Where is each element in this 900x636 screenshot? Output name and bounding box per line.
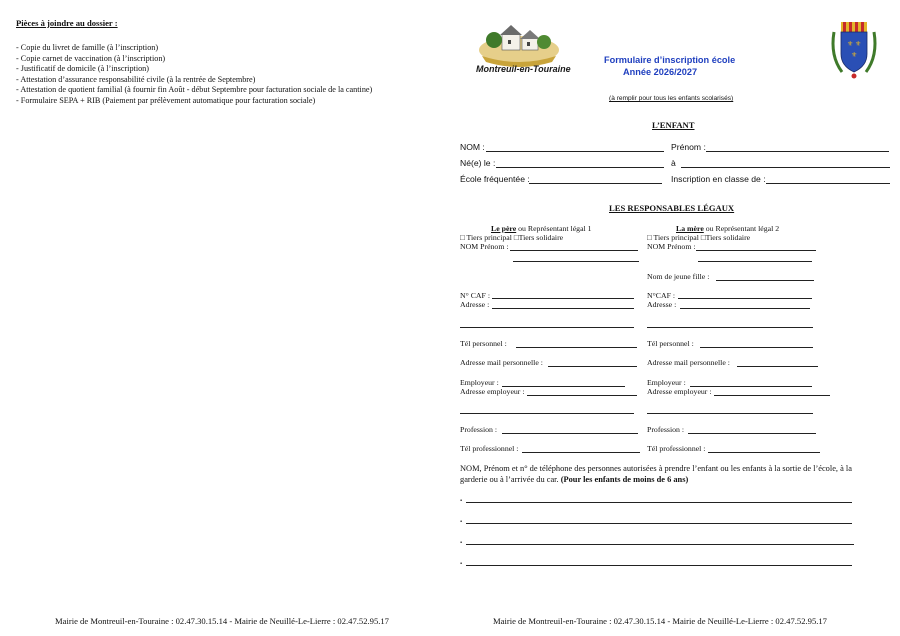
mother-profession-field[interactable] <box>688 433 816 434</box>
father-nom-prenom-label: NOM Prénom : <box>460 242 509 251</box>
coat-of-arms-icon <box>828 18 880 82</box>
father-tel-perso-label: Tél personnel : <box>460 339 507 348</box>
guardians-section-title: LES RESPONSABLES LÉGAUX <box>609 203 735 213</box>
authorized-bullet: . <box>460 535 463 545</box>
mother-tel-perso-label: Tél personnel : <box>647 339 694 348</box>
list-item: - Justificatif de domicile (à l’inscription) <box>16 64 150 73</box>
child-section-title: L’ENFANT <box>652 120 695 130</box>
authorized-bullet: . <box>460 514 463 524</box>
mother-title <box>676 224 779 233</box>
mother-tel-perso-field[interactable] <box>700 347 813 348</box>
father-profession-label: Profession : <box>460 425 498 434</box>
father-employer-address-field-2[interactable] <box>460 413 634 414</box>
authorized-text-bold: (Pour les enfants de moins de 6 ans) <box>560 475 689 484</box>
father-address-label: Adresse : <box>460 300 490 309</box>
mother-address-label: Adresse : <box>647 300 677 309</box>
form-title: Formulaire d’inscription école <box>604 55 736 65</box>
authorized-text-start: garderie ou à l’arrivée du car. <box>460 475 561 484</box>
svg-text:⚜: ⚜ <box>851 51 858 59</box>
father-title <box>491 224 592 233</box>
father-nom-prenom-field[interactable] <box>510 250 638 251</box>
form-note: (à remplir pour tous les enfants scolarisés) <box>609 95 734 102</box>
father-employer-address-label: Adresse employeur : <box>460 387 525 396</box>
mother-caf-label: N°CAF : <box>647 291 676 300</box>
child-prenom-field[interactable] <box>706 151 889 152</box>
form-year: Année 2026/2027 <box>623 67 698 77</box>
right-footer: Mairie de Montreuil-en-Touraine : 02.47.30.15.14 - Mairie de Neuillé-Le-Lierre : 02.47.52.95.17 <box>493 616 827 626</box>
mother-nom-prenom-field[interactable] <box>696 250 816 251</box>
child-school-field[interactable] <box>529 183 662 184</box>
svg-text:⚜: ⚜ <box>847 40 854 48</box>
authorized-bullet: . <box>460 556 463 566</box>
father-address-field[interactable] <box>492 308 634 309</box>
mother-title-rest: ou Représentant légal 2 <box>703 224 780 233</box>
authorized-bullet: . <box>460 493 463 503</box>
mother-mail-field[interactable] <box>737 366 818 367</box>
mother-employer-address-field[interactable] <box>714 395 830 396</box>
father-address-field-2[interactable] <box>460 327 634 328</box>
documents-heading: Pièces à joindre au dossier : <box>16 18 118 28</box>
mother-employer-label: Employeur : <box>647 378 686 387</box>
father-mail-field[interactable] <box>548 366 637 367</box>
mother-nom-prenom-field-2[interactable] <box>698 261 812 262</box>
father-tiers-options[interactable]: □ Tiers principal □Tiers solidaire <box>460 233 564 242</box>
coat-of-arms <box>828 18 880 82</box>
list-item: - Attestation de quotient familial (à fournir fin Août - début Septembre pour facturation sociale de la cantine) <box>16 85 373 94</box>
mother-profession-label: Profession : <box>647 425 685 434</box>
authorized-person-field-2[interactable] <box>466 523 852 524</box>
list-item: - Formulaire SEPA + RIB (Paiement par prélèvement automatique pour facturation sociale) <box>16 95 316 105</box>
authorized-person-field-4[interactable] <box>466 565 852 566</box>
father-tel-perso-field[interactable] <box>516 347 637 348</box>
mother-address-field-2[interactable] <box>647 327 813 328</box>
mother-title-main: La mère <box>676 224 704 233</box>
child-prenom-label: Prénom : <box>671 142 706 152</box>
father-employer-label: Employeur : <box>460 378 499 387</box>
child-birthdate-label: Né(e) le : <box>460 158 496 168</box>
father-mail-label: Adresse mail personnelle : <box>460 358 543 367</box>
father-tel-pro-field[interactable] <box>522 452 640 453</box>
child-class-label: Inscription en classe de : <box>671 174 766 184</box>
child-birthplace-label: à <box>671 158 676 168</box>
authorized-person-field-1[interactable] <box>466 502 852 503</box>
child-school-label: École fréquentée : <box>460 174 530 184</box>
father-title-main: Le père <box>491 224 517 233</box>
child-birthdate-field[interactable] <box>496 167 664 168</box>
father-profession-field[interactable] <box>502 433 638 434</box>
mother-employer-address-field-2[interactable] <box>647 413 813 414</box>
father-title-rest: ou Représentant légal 1 <box>516 224 592 233</box>
list-item: - Copie carnet de vaccination (à l’inscription) <box>16 53 166 63</box>
list-item: - Copie du livret de famille (à l’inscription) <box>16 43 159 52</box>
child-nom-field[interactable] <box>486 151 664 152</box>
father-caf-field[interactable] <box>492 298 634 299</box>
list-item: - Attestation d’assurance responsabilité civile (à la rentrée de Septembre) <box>16 74 256 84</box>
father-employer-address-field[interactable] <box>527 395 637 396</box>
logo-text: Montreuil-en-Touraine <box>476 64 571 74</box>
father-tel-pro-label: Tél professionnel : <box>460 444 519 453</box>
mother-maiden-name-label: Nom de jeune fille : <box>647 272 710 281</box>
mother-employer-address-label: Adresse employeur : <box>647 387 712 396</box>
authorized-text-line1: NOM, Prénom et n° de téléphone des personnes autorisées à prendre l’enfant ou les enfants à la sortie de l’école, à la <box>460 464 852 473</box>
mother-address-field[interactable] <box>680 308 810 309</box>
child-class-field[interactable] <box>766 183 890 184</box>
authorized-text-line2 <box>460 475 688 484</box>
mother-tel-pro-field[interactable] <box>708 452 820 453</box>
mother-caf-field[interactable] <box>678 298 812 299</box>
mother-tiers-options[interactable]: □ Tiers principal □Tiers solidaire <box>647 233 751 242</box>
documents-list <box>16 43 372 106</box>
mother-mail-label: Adresse mail personnelle : <box>647 358 730 367</box>
child-nom-label: NOM : <box>460 142 485 152</box>
mother-maiden-name-field[interactable] <box>716 280 814 281</box>
mother-nom-prenom-label: NOM Prénom : <box>647 242 696 251</box>
authorized-person-field-3[interactable] <box>466 544 854 545</box>
father-caf-label: N° CAF : <box>460 291 490 300</box>
child-birthplace-field[interactable] <box>681 167 890 168</box>
left-footer: Mairie de Montreuil-en-Touraine : 02.47.30.15.14 - Mairie de Neuillé-Le-Lierre : 02.47.52.95.17 <box>55 616 389 626</box>
svg-text:⚜: ⚜ <box>855 40 862 48</box>
mother-tel-pro-label: Tél professionnel : <box>647 444 706 453</box>
father-nom-prenom-field-2[interactable] <box>513 261 639 262</box>
